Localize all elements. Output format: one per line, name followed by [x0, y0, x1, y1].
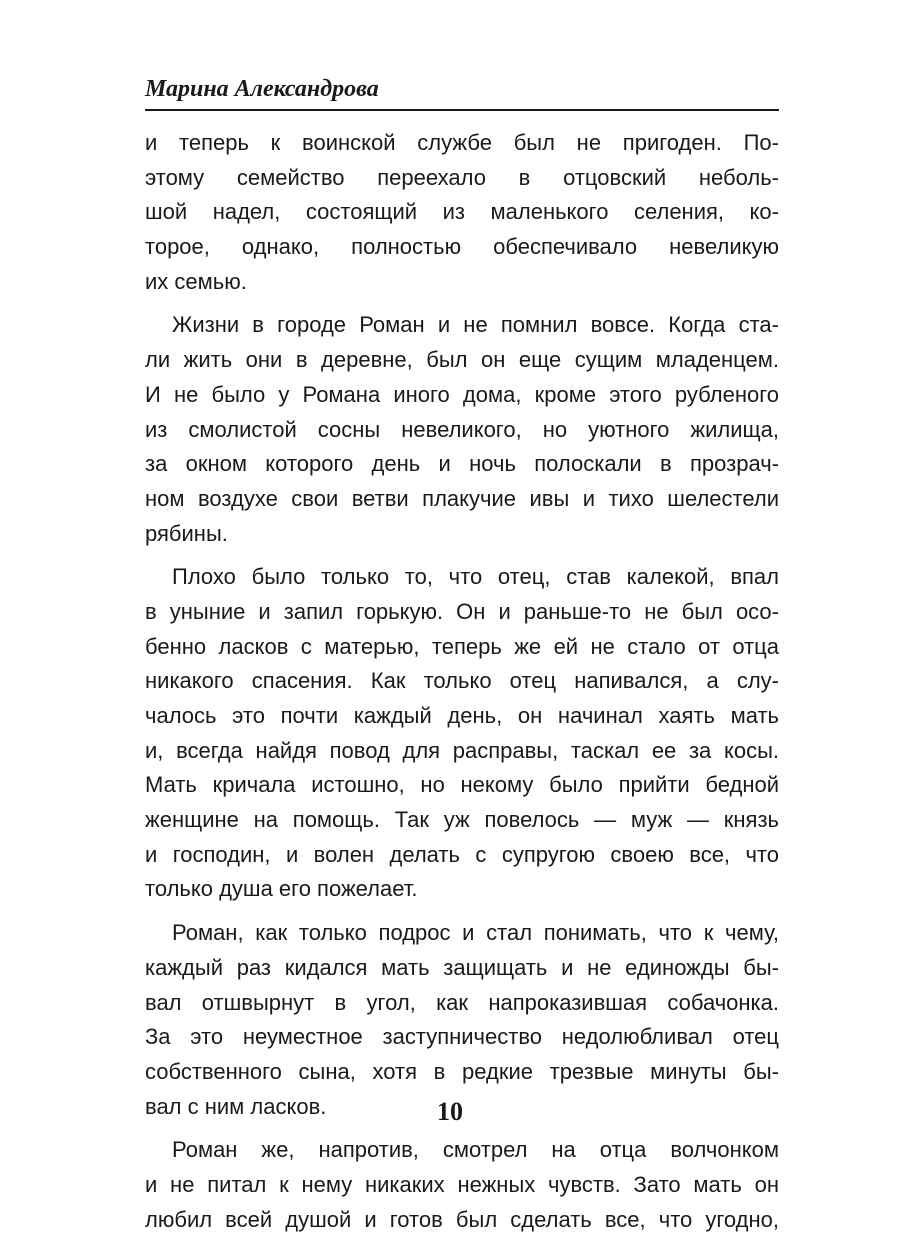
text-line: Роман, как только подрос и стал понимать, что к чему,: [172, 920, 779, 946]
text-line: в уныние и запил горькую. Он и раньше-то не был осо-: [145, 598, 779, 624]
paragraph: [145, 308, 779, 551]
running-head: Марина Александрова: [145, 76, 379, 102]
header-rule: [145, 109, 779, 111]
text-line: ли жить они в деревне, был он еще сущим младенцем.: [145, 347, 779, 373]
text-line: Роман же, напротив, смотрел на отца волчонком: [172, 1137, 779, 1163]
paragraph: [145, 1133, 779, 1237]
text-line: шой надел, состоящий из маленького селения, ко-: [145, 199, 779, 225]
text-line: только душа его пожелает.: [145, 876, 418, 902]
text-line: За это неуместное заступничество недолюбливал отец: [145, 1024, 779, 1050]
text-line: их семью.: [145, 268, 247, 294]
text-line: рябины.: [145, 520, 228, 546]
text-line: вал отшвырнут в угол, как напроказившая собачонка.: [145, 989, 779, 1015]
text-line: вал с ним ласков.: [145, 1093, 327, 1119]
text-line: никакого спасения. Как только отец напивался, а слу-: [145, 668, 779, 694]
text-line: любил всей душой и готов был сделать все, что угодно,: [145, 1206, 779, 1232]
text-line: ном воздухе свои ветви плакучие ивы и тихо шелестели: [145, 485, 779, 511]
text-line: Плохо было только то, что отец, став калекой, впал: [172, 564, 779, 590]
text-line: бенно ласков с матерью, теперь же ей не стало от отца: [145, 633, 779, 659]
text-line: И не было у Романа иного дома, кроме этого рубленого: [145, 381, 779, 407]
text-line: чалось это почти каждый день, он начинал хаять мать: [145, 703, 779, 728]
text-line: и господин, и волен делать с супругою своею все, что: [145, 841, 779, 867]
paragraph: [145, 916, 779, 1124]
text-line: и не питал к нему никаких нежных чувств. Зато мать он: [145, 1171, 779, 1197]
text-line: из смолистой сосны невеликого, но уютного жилища,: [145, 416, 779, 442]
paragraph: [145, 560, 779, 907]
text-line: и теперь к воинской службе был не пригоден. По-: [145, 130, 779, 155]
body-text: [145, 126, 779, 1237]
page-number: 10: [437, 1097, 463, 1126]
text-line: за окном которого день и ночь полоскали в прозрач-: [145, 451, 779, 477]
text-line: этому семейство переехало в отцовский неболь-: [145, 164, 779, 190]
paragraph: [145, 126, 779, 299]
text-line: каждый раз кидался мать защищать и не единожды бы-: [145, 954, 779, 980]
text-line: Жизни в городе Роман и не помнил вовсе. Когда ста-: [172, 312, 779, 338]
text-line: женщине на помощь. Так уж повелось — муж — князь: [145, 807, 779, 833]
text-line: собственного сына, хотя в редкие трезвые минуты бы-: [145, 1058, 779, 1084]
text-line: и, всегда найдя повод для расправы, таскал ее за косы.: [145, 737, 779, 763]
text-line: Мать кричала истошно, но некому было прийти бедной: [145, 772, 779, 798]
text-line: торое, однако, полностью обеспечивало невеликую: [145, 234, 779, 260]
